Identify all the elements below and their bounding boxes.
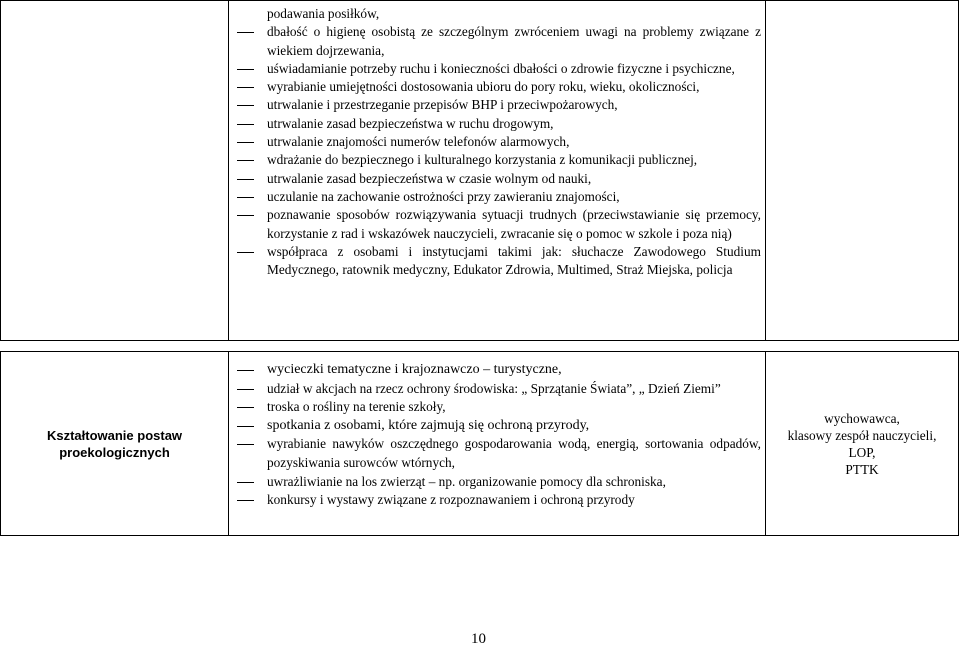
area-cell-empty — [1, 1, 229, 341]
list-item: konkursy i wystawy związane z rozpoznawaniem i ochroną przyrody — [267, 491, 761, 510]
list-item: utrwalanie zasad bezpieczeństwa w ruchu drogowym, — [267, 115, 761, 133]
tasks-list — [229, 1, 765, 279]
table-row — [1, 1, 959, 341]
responsible-line: PTTK — [845, 461, 879, 477]
responsible-cell — [766, 352, 959, 536]
responsible-line: LOP, — [848, 444, 876, 460]
list-item: uwrażliwianie na los zwierząt – np. organizowanie pomocy dla schroniska, — [267, 473, 761, 492]
tasks-cell — [229, 1, 766, 341]
responsible-line: klasowy zespół nauczycieli, — [787, 427, 937, 443]
list-item: wyrabianie umiejętności dostosowania ubioru do pory roku, wieku, okoliczności, — [267, 78, 761, 96]
page-number: 10 — [471, 631, 486, 647]
list-item: dbałość o higienę osobistą ze szczególnym zwróceniem uwagi na problemy związane z wiekiem dojrzewania, — [267, 23, 761, 60]
list-item: spotkania z osobami, które zajmują się ochroną przyrody, — [267, 417, 761, 436]
list-item: uświadamianie potrzeby ruchu i konieczności dbałości o zdrowie fizyczne i psychiczne, — [267, 60, 761, 78]
list-item: uczulanie na zachowanie ostrożności przy zawieraniu znajomości, — [267, 188, 761, 206]
list-item: troska o rośliny na terenie szkoły, — [267, 398, 761, 417]
list-item: utrwalanie i przestrzeganie przepisów BHP i przeciwpożarowych, — [267, 96, 761, 114]
responsible-cell-empty — [766, 1, 959, 341]
list-item: wdrażanie do bezpiecznego i kulturalnego korzystania z komunikacji publicznej, — [267, 151, 761, 169]
tasks-list — [229, 352, 765, 510]
list-item: wyrabianie nawyków oszczędnego gospodarowania wodą, energią, sortowania odpadów, pozyskiwania surowców wtórnych, — [267, 435, 761, 472]
list-item: utrwalanie zasad bezpieczeństwa w czasie wolnym od nauki, — [267, 170, 761, 188]
list-item: wycieczki tematyczne i krajoznawczo – turystyczne, — [267, 361, 761, 380]
list-item: podawania posiłków, — [267, 6, 380, 21]
tasks-cell — [229, 352, 766, 536]
responsible-line: wychowawca, — [824, 410, 900, 426]
list-item: poznawanie sposobów rozwiązywania sytuacji trudnych (przeciwstawianie się przemocy, korzystanie z rad i wskazówek nauczycieli, zwracanie się o pomoc w szkole i poza nią) — [267, 206, 761, 243]
area-label: Kształtowanie postaw proekologicznych — [1, 352, 229, 536]
list-item: utrwalanie znajomości numerów telefonów alarmowych, — [267, 133, 761, 151]
list-item: udział w akcjach na rzecz ochrony środowiska: „ Sprzątanie Świata”, „ Dzień Ziemi” — [267, 380, 761, 399]
list-item: współpraca z osobami i instytucjami takimi jak: słuchacze Zawodowego Studium Medycznego, ratownik medyczny, Edukator Zdrowia, Multimed, Straż Miejska, policja — [267, 243, 761, 280]
table-row — [1, 352, 959, 536]
table-gap — [1, 341, 959, 352]
